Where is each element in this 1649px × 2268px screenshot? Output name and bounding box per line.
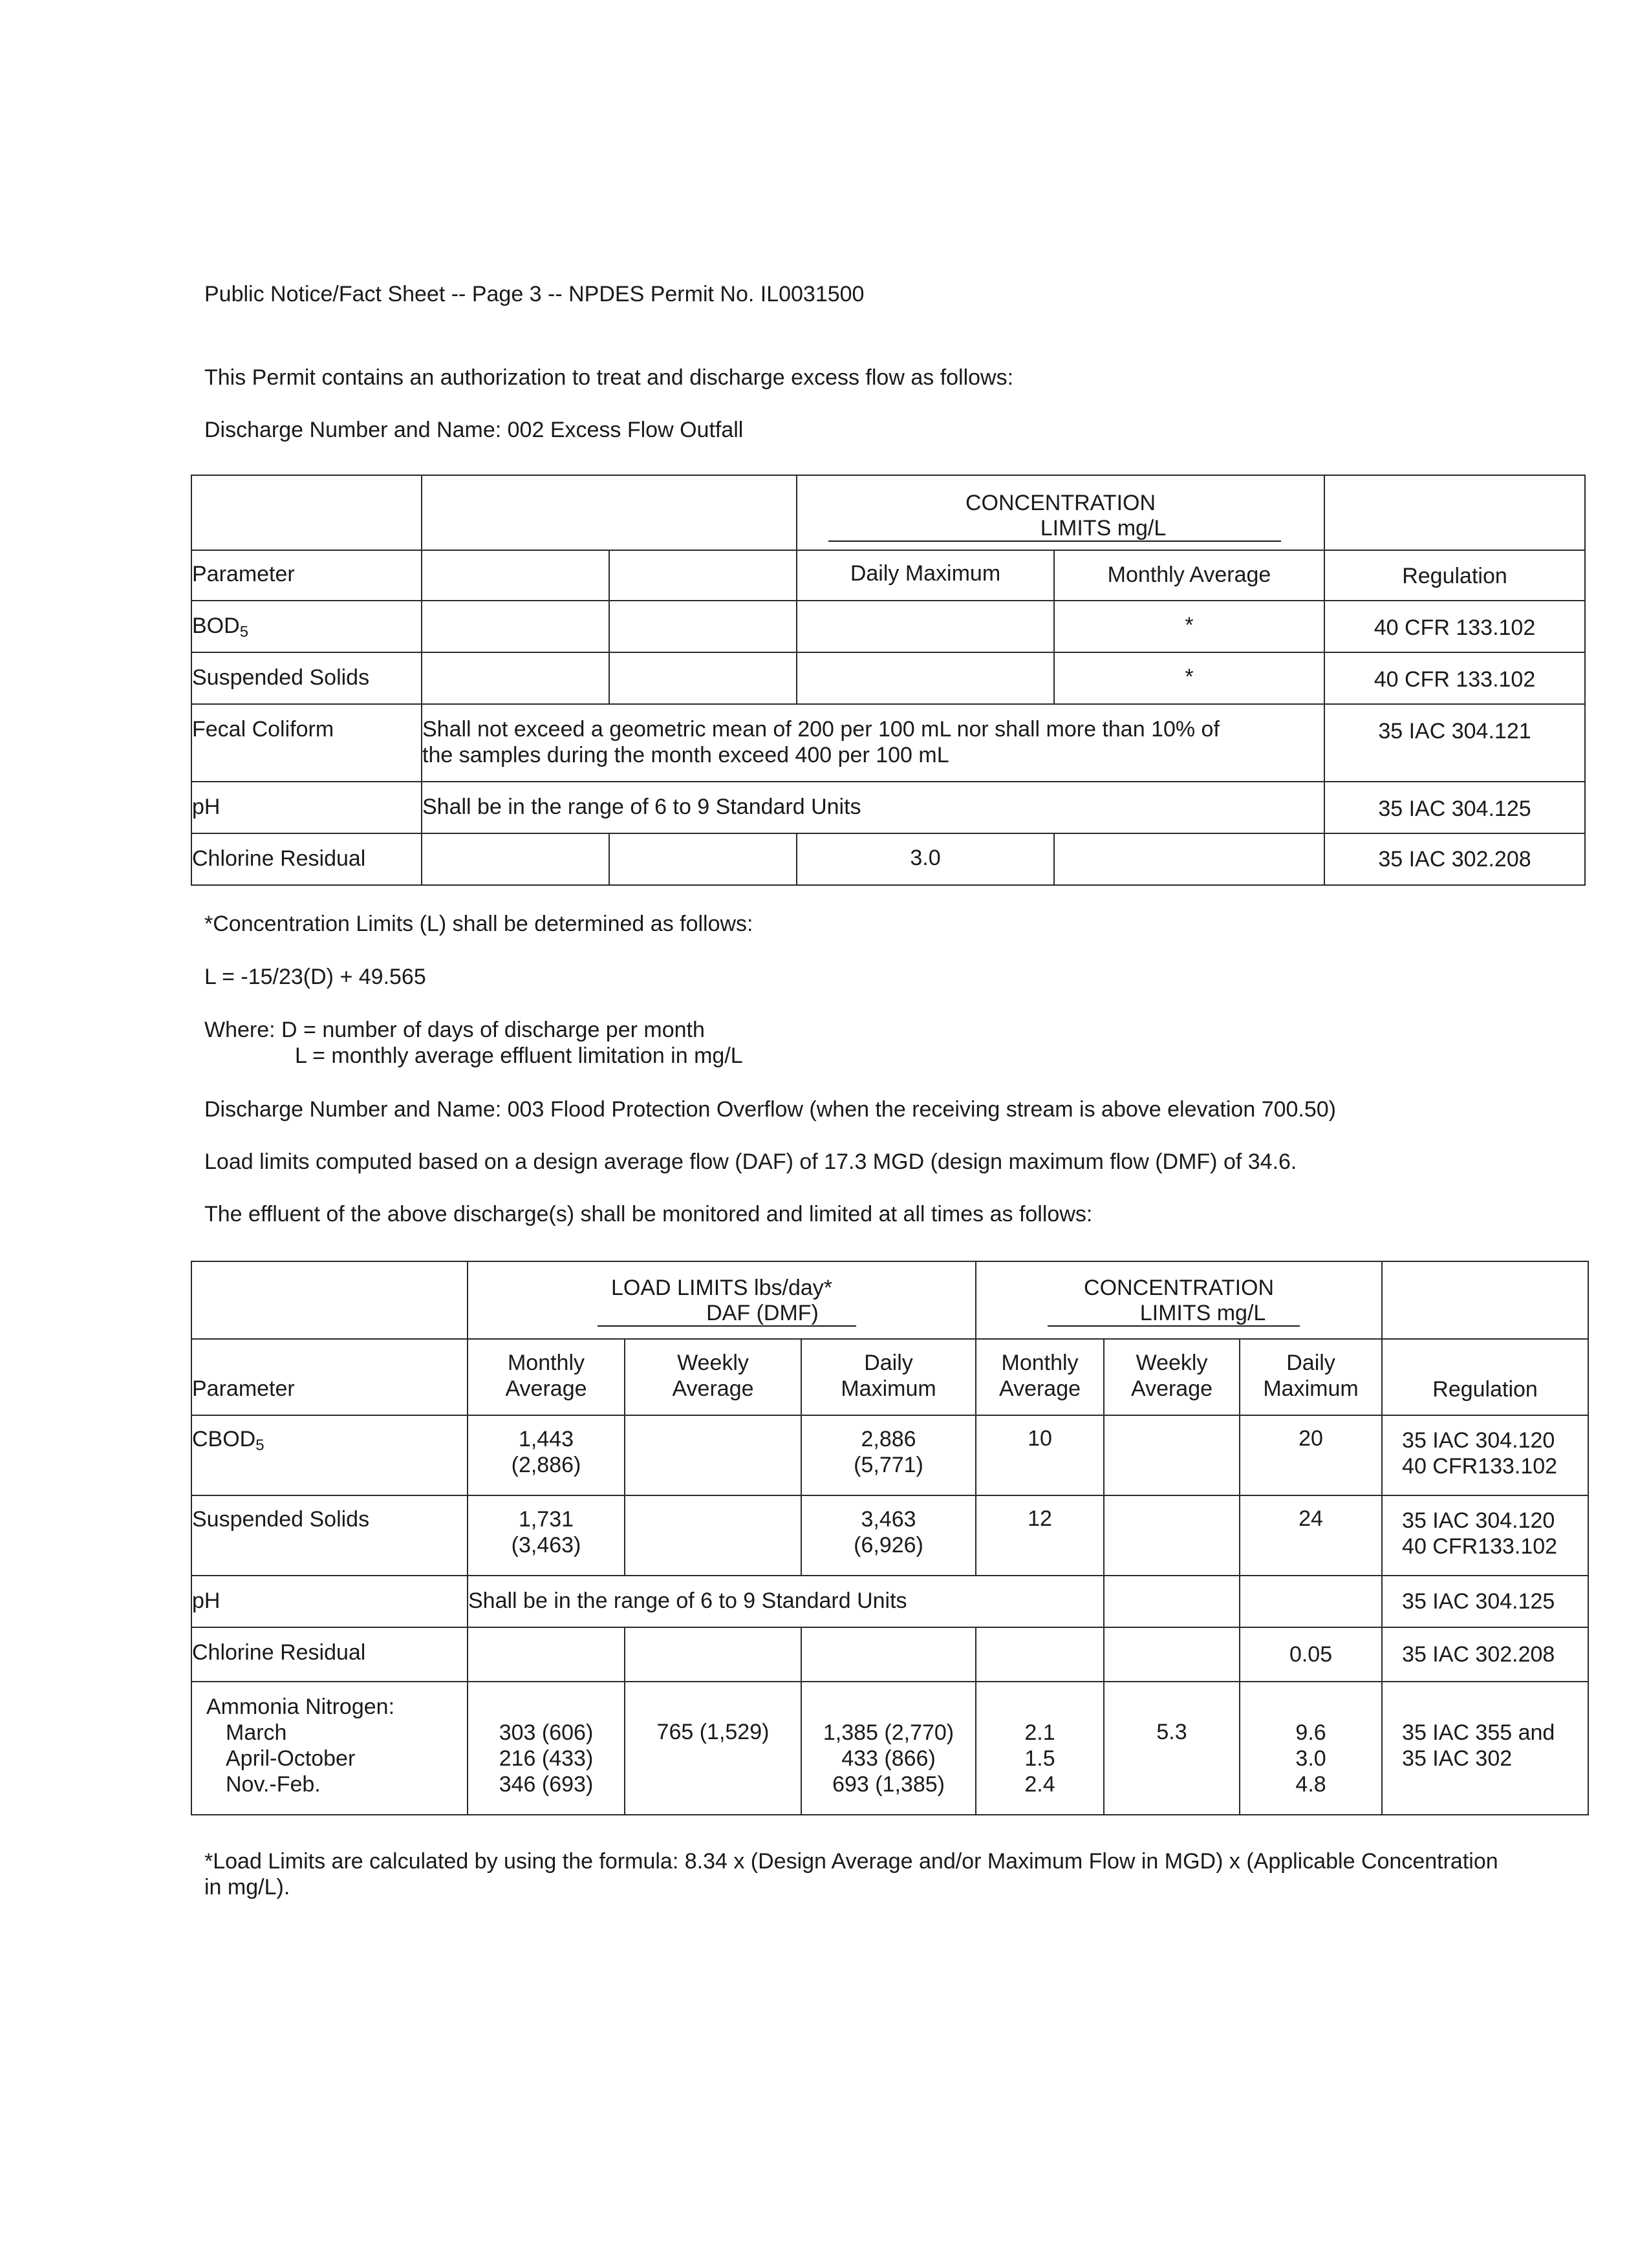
table2-col-load-daily: Daily Maximum (801, 1339, 976, 1415)
table2-cbod5-conc-monthly: 10 (976, 1415, 1104, 1495)
table2-param-ss: Suspended Solids (191, 1495, 468, 1576)
table2-ss-load-monthly: 1,731 (3,463) (468, 1495, 625, 1576)
effluent-note: The effluent of the above discharge(s) shall be monitored and limited at all times as follows: (204, 1202, 1093, 1226)
table-row (191, 1415, 1588, 1495)
table2-load-limits-header (468, 1261, 976, 1339)
table-row (191, 1576, 1588, 1627)
table2-ammonia-regulation: 35 IAC 355 and 35 IAC 302 (1382, 1682, 1588, 1815)
load-limits-footnote-line1: *Load Limits are calculated by using the formula: 8.34 x (Design Average and/or Maximum Flow in MGD) x (Applicable Concentration (204, 1849, 1498, 1874)
table1-ph-text: Shall be in the range of 6 to 9 Standard Units (422, 782, 1324, 833)
table2-ammonia-conc-daily: 9.6 3.0 4.8 (1240, 1682, 1382, 1815)
table2-ph-text: Shall be in the range of 6 to 9 Standard Units (468, 1576, 1104, 1627)
load-limits-note: Load limits computed based on a design average flow (DAF) of 17.3 MGD (design maximum flow (DMF) of 34.6. (204, 1150, 1297, 1174)
table2-col-conc-daily: Daily Maximum (1240, 1339, 1382, 1415)
concentration-limits-label-2: LIMITS mg/L (1048, 1301, 1300, 1327)
table2-ss-conc-daily: 24 (1240, 1495, 1382, 1576)
concentration-title-2: CONCENTRATION (1084, 1276, 1275, 1300)
table2-ammonia-load-daily: 1,385 (2,770) 433 (866) 693 (1,385) (801, 1682, 976, 1815)
table1-fecal-text: Shall not exceed a geometric mean of 200 per 100 mL nor shall more than 10% of the samples during the month exceed 400 per 100 mL (422, 704, 1324, 782)
table2-ammonia-load-monthly: 303 (606) 216 (433) 346 (693) (468, 1682, 625, 1815)
table1-bod5-monthly-avg: * (1054, 601, 1324, 652)
table2-concentration-header (976, 1261, 1382, 1339)
table1-ss-monthly-avg: * (1054, 652, 1324, 704)
table2-chlorine-regulation: 35 IAC 302.208 (1382, 1627, 1588, 1682)
authorization-text: This Permit contains an authorization to treat and discharge excess flow as follows: (204, 365, 1014, 390)
table2-param-chlorine: Chlorine Residual (191, 1627, 468, 1682)
table1-col-regulation: Regulation (1324, 550, 1585, 601)
load-limits-title: LOAD LIMITS lbs/day* (611, 1276, 833, 1300)
table2-column-header-row (191, 1339, 1588, 1415)
table2-cbod5-regulation: 35 IAC 304.120 40 CFR133.102 (1382, 1415, 1588, 1495)
table1-col-parameter: Parameter (191, 550, 422, 601)
table2-ammonia-load-weekly: 765 (1,529) (625, 1682, 801, 1815)
table2-param-cbod5: $CBOD_5$ (191, 1415, 468, 1495)
table1-bod5-regulation: 40 CFR 133.102 (1324, 601, 1585, 652)
table2-ss-regulation: 35 IAC 304.120 40 CFR133.102 (1382, 1495, 1588, 1576)
table2-param-ammonia: Ammonia Nitrogen: March April-October Nov.-Feb. (191, 1682, 468, 1815)
table2-ammonia-conc-weekly: 5.3 (1104, 1682, 1240, 1815)
page-header: Public Notice/Fact Sheet -- Page 3 -- NPDES Permit No. IL0031500 (204, 282, 865, 306)
table1-column-header-row (191, 550, 1585, 601)
table1-col-daily-max: Daily Maximum (797, 550, 1054, 601)
load-limits-daf-label: DAF (DMF) (598, 1301, 856, 1327)
where-line-1: Where: D = number of days of discharge per month (204, 1018, 705, 1042)
table-row (191, 601, 1585, 652)
table1-param-fecal: Fecal Coliform (191, 704, 422, 782)
excess-flow-limits-table (191, 475, 1586, 886)
table2-col-load-weekly: Weekly Average (625, 1339, 801, 1415)
load-limits-footnote-line2: in mg/L). (204, 1875, 290, 1899)
discharge-003-title: Discharge Number and Name: 003 Flood Protection Overflow (when the receiving stream is above elevation 700.50) (204, 1097, 1337, 1122)
table2-group-header-row (191, 1261, 1588, 1339)
table2-cbod5-load-monthly: 1,443 (2,886) (468, 1415, 625, 1495)
table1-param-ss: Suspended Solids (191, 652, 422, 704)
table1-group-header-row (191, 475, 1585, 550)
table-row (191, 704, 1585, 782)
flood-overflow-limits-table (191, 1261, 1589, 1815)
table1-concentration-header (797, 475, 1324, 550)
table1-param-ph: pH (191, 782, 422, 833)
table2-ss-conc-monthly: 12 (976, 1495, 1104, 1576)
conc-formula: L = -15/23(D) + 49.565 (204, 965, 426, 989)
table2-col-regulation: Regulation (1382, 1339, 1588, 1415)
table1-chlorine-regulation: 35 IAC 302.208 (1324, 833, 1585, 885)
table-row (191, 833, 1585, 885)
table2-col-conc-monthly: Monthly Average (976, 1339, 1104, 1415)
table-row (191, 782, 1585, 833)
table2-ss-load-daily: 3,463 (6,926) (801, 1495, 976, 1576)
table1-col-monthly-avg: Monthly Average (1054, 550, 1324, 601)
table2-col-conc-weekly: Weekly Average (1104, 1339, 1240, 1415)
table1-chlorine-daily-max: 3.0 (797, 833, 1054, 885)
concentration-limits-label: LIMITS mg/L (828, 516, 1281, 542)
table-row (191, 1627, 1588, 1682)
concentration-title: CONCENTRATION (965, 491, 1156, 515)
table2-col-load-monthly: Monthly Average (468, 1339, 625, 1415)
table1-fecal-regulation: 35 IAC 304.121 (1324, 704, 1585, 782)
table2-ph-regulation: 35 IAC 304.125 (1382, 1576, 1588, 1627)
table2-chlorine-conc-daily: 0.05 (1240, 1627, 1382, 1682)
table2-ammonia-conc-monthly: 2.1 1.5 2.4 (976, 1682, 1104, 1815)
table2-col-parameter: Parameter (191, 1339, 468, 1415)
table2-cbod5-conc-daily: 20 (1240, 1415, 1382, 1495)
table1-param-bod5: $BOD_5$ (191, 601, 422, 652)
where-line-2: L = monthly average effluent limitation in mg/L (295, 1043, 743, 1068)
discharge-002-title: Discharge Number and Name: 002 Excess Flow Outfall (204, 418, 744, 442)
table1-param-chlorine: Chlorine Residual (191, 833, 422, 885)
table2-param-ph: pH (191, 1576, 468, 1627)
conc-limits-note: *Concentration Limits (L) shall be determined as follows: (204, 912, 753, 936)
table1-ss-regulation: 40 CFR 133.102 (1324, 652, 1585, 704)
table2-cbod5-load-daily: 2,886 (5,771) (801, 1415, 976, 1495)
table-row (191, 1682, 1588, 1815)
table-row (191, 1495, 1588, 1576)
table-row (191, 652, 1585, 704)
table1-ph-regulation: 35 IAC 304.125 (1324, 782, 1585, 833)
